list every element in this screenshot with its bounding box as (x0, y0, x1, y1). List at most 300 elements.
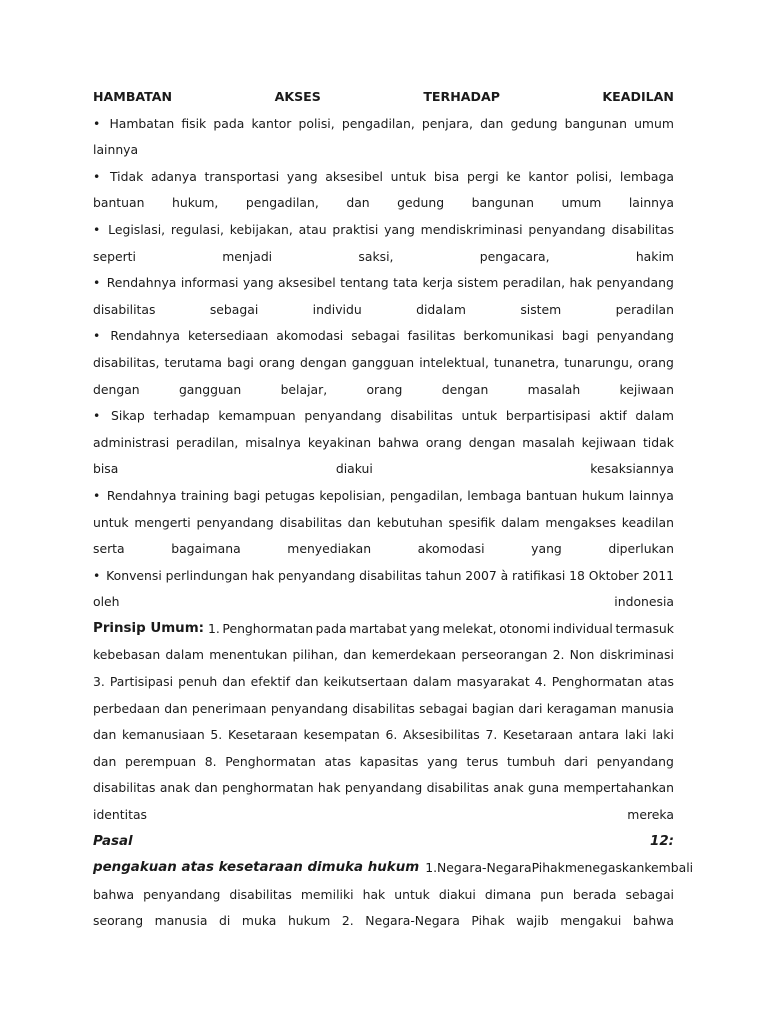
word: hak (362, 886, 386, 902)
word: pengacara, (479, 248, 550, 264)
word: bantuan (525, 487, 578, 503)
word: ratifikasi (512, 567, 566, 583)
word: muka (241, 913, 277, 929)
word: TERHADAP (423, 89, 500, 104)
word: kerja (422, 275, 453, 291)
word: keikutsertaan (323, 674, 408, 690)
word: sistem (457, 275, 499, 291)
barrier-line (93, 111, 674, 138)
word: untuk (461, 408, 498, 424)
word: lainnya (628, 195, 674, 211)
word: atau (298, 221, 327, 237)
word: mengerti (134, 514, 191, 530)
word: berpartisipasi (505, 408, 591, 424)
word: ketersediaan (187, 328, 269, 344)
word: intelektual, (419, 354, 489, 370)
word: 2007 (465, 567, 497, 583)
pasal-paragraph (93, 882, 674, 935)
word: bantuan (93, 195, 145, 211)
word: regulasi, (170, 221, 224, 237)
word: adanya (150, 168, 197, 184)
word: kebebasan (93, 647, 161, 663)
word: penyandang (596, 328, 674, 344)
barrier-line (93, 430, 674, 457)
word: 5. (210, 727, 223, 743)
word: masalah (522, 434, 575, 450)
word: transportasi (204, 168, 280, 184)
barrier-line (93, 323, 674, 350)
word: yang (531, 541, 562, 557)
word: belajar, (280, 381, 328, 397)
word: orang (425, 434, 462, 450)
word: kantor (528, 168, 569, 184)
word: Tidak (110, 168, 144, 184)
word: tunarungu, (564, 354, 633, 370)
word: disabilitas (93, 301, 156, 317)
word: kesempatan (303, 727, 380, 743)
word: mendiskriminasi (420, 221, 523, 237)
word: penghormatan (222, 780, 314, 796)
barrier-line (93, 190, 674, 217)
word: termasuk (615, 620, 674, 636)
word: perbedaan (93, 700, 160, 716)
word: bisa (93, 461, 119, 477)
word: umum (561, 195, 602, 211)
word: masyarakat (456, 674, 530, 690)
word: diperlukan (608, 541, 674, 557)
word: dan (194, 780, 218, 796)
word: bahwa (377, 434, 419, 450)
word: anak (159, 780, 191, 796)
bullet-icon: • (93, 567, 101, 583)
word: akomodasi (276, 328, 344, 344)
word: penyandang (278, 567, 356, 583)
word: bangunan (564, 115, 627, 131)
pasal-line (93, 882, 674, 909)
word: diakui (438, 886, 476, 902)
pasal-number: 12: (650, 833, 674, 849)
word: bagi (233, 487, 261, 503)
bullet-icon: • (93, 408, 101, 424)
word: penyandang (596, 753, 674, 769)
word: 6. (385, 727, 398, 743)
word: kemampuan (218, 408, 296, 424)
word: Pihak (531, 860, 565, 876)
bullet-icon: • (93, 168, 101, 184)
word: yang (384, 221, 415, 237)
word: bahwa (93, 886, 135, 902)
word: Penghormatan (551, 674, 643, 690)
barrier-line (93, 137, 674, 164)
word: perlindungan (165, 567, 248, 583)
word: Oktober (588, 567, 639, 583)
word: hukum, (171, 195, 219, 211)
prinsip-line (93, 696, 674, 723)
barrier-line (93, 536, 674, 563)
pasal-heading-line (93, 855, 694, 882)
word: polisi, (298, 115, 335, 131)
word: diskriminasi (599, 647, 674, 663)
word: administrasi (93, 434, 170, 450)
prinsip-line (93, 802, 674, 829)
word: aktif (599, 408, 627, 424)
word: penyandang (344, 780, 423, 796)
word: 7. (485, 727, 498, 743)
word: disabilitas (352, 700, 415, 716)
word: pengadilan, (341, 115, 415, 131)
word: Konvensi (106, 567, 162, 583)
prinsip-umum-paragraph (93, 642, 674, 828)
word: gangguan (178, 381, 242, 397)
word: manusia (154, 913, 208, 929)
word: mengakui (560, 913, 622, 929)
barrier-line (93, 456, 674, 483)
word: fisik (181, 115, 207, 131)
word: individual (552, 620, 613, 636)
word: didalam (416, 301, 466, 317)
barrier-line (93, 403, 674, 430)
word: dari (518, 700, 543, 716)
word: Negara-Negara (365, 913, 460, 929)
word: lembaga (619, 168, 674, 184)
pasal-line (93, 908, 674, 935)
word: yang (242, 275, 274, 291)
word: seperti (93, 248, 136, 264)
word: tentang (340, 275, 389, 291)
word: oleh (93, 594, 120, 610)
word: dalam (412, 674, 452, 690)
word: dengan (468, 434, 516, 450)
word: anak (493, 780, 524, 796)
word: gedung (397, 195, 445, 211)
word: keadilan (621, 514, 674, 530)
word: disabilitas (279, 514, 342, 530)
word: misalnya (245, 434, 301, 450)
word: kantor (251, 115, 292, 131)
word: lembaga (467, 487, 522, 503)
word: dalam (635, 408, 674, 424)
word: sebagai (419, 700, 468, 716)
word: aksesibel (325, 168, 383, 184)
word: otonomi (499, 620, 551, 636)
word: orang (258, 354, 295, 370)
word: peradilan (615, 301, 674, 317)
word: 4. (534, 674, 547, 690)
word: antara (578, 727, 620, 743)
word: laki (652, 727, 674, 743)
word: disabilitas (390, 408, 453, 424)
word: hukum (581, 487, 625, 503)
word: à (500, 567, 509, 583)
word: terhadap (153, 408, 210, 424)
word: petugas (264, 487, 315, 503)
word: kesaksiannya (590, 461, 674, 477)
bullet-icon: • (93, 221, 101, 237)
word: manusia (621, 700, 674, 716)
word: Kesetaraan (227, 727, 298, 743)
word: mereka (627, 807, 674, 823)
word: hak (317, 780, 341, 796)
word: kejiwaan (619, 381, 674, 397)
word: pada (315, 620, 347, 636)
word: training (180, 487, 229, 503)
word: diakui (335, 461, 373, 477)
word: akomodasi (417, 541, 485, 557)
word: menegaskan (564, 860, 645, 876)
word: Rendahnya (110, 328, 180, 344)
word: penyandang (304, 408, 382, 424)
barrier-line (93, 589, 674, 616)
word: Hambatan (109, 115, 175, 131)
word: yang (286, 168, 318, 184)
word: kebutuhan (376, 514, 443, 530)
word: penyandang (528, 221, 606, 237)
word: mempertahankan (563, 780, 674, 796)
word: disabilitas (359, 567, 422, 583)
word: dan (222, 674, 246, 690)
pasal-label: Pasal (93, 833, 133, 849)
word: menjadi (222, 248, 273, 264)
word: pengadilan, (245, 195, 319, 211)
word: orang (366, 381, 403, 397)
word: atas (324, 753, 352, 769)
word: pun (540, 886, 564, 902)
word: bagi (227, 354, 254, 370)
word: martabat (349, 620, 407, 636)
word: pilihan, (292, 647, 338, 663)
word: 8. (204, 753, 217, 769)
barrier-line (93, 510, 674, 537)
word: dengan (93, 381, 140, 397)
bullet-icon: • (93, 275, 101, 291)
word: peradilan, (176, 434, 239, 450)
word: Kesetaraan (503, 727, 573, 743)
bullet-icon: • (93, 115, 101, 131)
prinsip-umum-heading: Prinsip Umum: (93, 620, 205, 636)
word: memiliki (300, 886, 354, 902)
word: 1. (425, 860, 438, 876)
pasal-heading: pengakuan atas kesetaraan dimuka hukum (93, 860, 420, 876)
word: sistem (520, 301, 562, 317)
word: identitas (93, 807, 147, 823)
word: kemerdekaan (371, 647, 457, 663)
word: 2. (552, 647, 565, 663)
word: individu (312, 301, 362, 317)
word: kebijakan, (229, 221, 293, 237)
word: tumbuh (506, 753, 556, 769)
word: perempuan (124, 753, 197, 769)
word: saksi, (358, 248, 394, 264)
word: dan (347, 514, 371, 530)
word: Penghormatan (225, 753, 316, 769)
word: Non (569, 647, 595, 663)
word: menentukan (209, 647, 288, 663)
word: menyediakan (287, 541, 372, 557)
word: hukum (287, 913, 331, 929)
barrier-line (93, 350, 674, 377)
word: disabilitas (611, 221, 674, 237)
prinsip-line (93, 775, 674, 802)
word: kembali (644, 860, 694, 876)
word: 18 (569, 567, 585, 583)
word: di (219, 913, 231, 929)
pasal-line (93, 829, 674, 856)
word: penyandang (270, 700, 349, 716)
word: praktisi (332, 221, 379, 237)
word: pergi (466, 168, 499, 184)
word: tata (393, 275, 419, 291)
word: Rendahnya (106, 487, 177, 503)
word: 1. (208, 620, 220, 636)
word: gedung (510, 115, 558, 131)
word: masalah (527, 381, 581, 397)
word: dengan (300, 354, 347, 370)
word: dalam (165, 647, 204, 663)
word: tidak (642, 434, 674, 450)
barrier-line (93, 270, 674, 297)
barrier-line (93, 563, 674, 590)
word: spesifik (448, 514, 496, 530)
word: laki (624, 727, 647, 743)
word: informasi (180, 275, 239, 291)
word: guna (527, 780, 560, 796)
word: Rendahnya (106, 275, 177, 291)
word: perseorangan (461, 647, 548, 663)
prinsip-line (93, 722, 674, 749)
word: AKSES (274, 89, 321, 104)
word: penyandang (143, 886, 221, 902)
word: bisa (433, 168, 460, 184)
word: polisi, (576, 168, 613, 184)
bullet-icon: • (93, 328, 101, 344)
word: sebagai (209, 301, 259, 317)
word: pada (213, 115, 245, 131)
word: KEADILAN (602, 89, 674, 104)
word: dan (93, 727, 117, 743)
word: Pihak (471, 913, 505, 929)
word: Aksesibilitas (403, 727, 480, 743)
word: keyakinan (307, 434, 372, 450)
word: Sikap (111, 408, 145, 424)
word: indonesia (614, 594, 674, 610)
barrier-line (93, 483, 674, 510)
word: sebagai (625, 886, 674, 902)
word: berada (572, 886, 617, 902)
word: 2. (341, 913, 354, 929)
word: HAMBATAN (93, 89, 173, 104)
word: umum (634, 115, 674, 131)
word: seorang (93, 913, 144, 929)
word: hakim (635, 248, 674, 264)
word: penerimaan (191, 700, 267, 716)
word: 3. (93, 674, 105, 690)
word: yang (427, 753, 458, 769)
word: yang (409, 620, 440, 636)
prinsip-umum-first-line (93, 616, 674, 643)
word: wajib (516, 913, 549, 929)
word: hak (569, 275, 593, 291)
word: dalam (501, 514, 540, 530)
word: bangunan (471, 195, 534, 211)
word: untuk (93, 514, 129, 530)
word: dan (480, 115, 504, 131)
word: dan (343, 647, 367, 663)
barrier-line (93, 297, 674, 324)
word: peradilan, (502, 275, 566, 291)
word: penuh (178, 674, 218, 690)
word: disabilitas (229, 886, 292, 902)
word: efektif (250, 674, 291, 690)
word: disabilitas, (93, 354, 160, 370)
word: terus (466, 753, 499, 769)
word: penyandang (196, 514, 274, 530)
word: aksesibel (278, 275, 336, 291)
word: dimana (484, 886, 532, 902)
word: bagi (561, 328, 589, 344)
word: dan (164, 700, 188, 716)
word: fasilitas (407, 328, 456, 344)
word: tunanetra, (494, 354, 560, 370)
word: hak (251, 567, 275, 583)
word: bagian (471, 700, 515, 716)
word: Partisipasi (109, 674, 174, 690)
barrier-line (93, 164, 674, 191)
word: dari (563, 753, 588, 769)
prinsip-line (93, 642, 674, 669)
word: Penghormatan (222, 620, 314, 636)
prinsip-line (93, 669, 674, 696)
barrier-line (93, 377, 674, 404)
word: Negara-Negara (437, 860, 532, 876)
word: 2011 (642, 567, 674, 583)
word: keragaman (546, 700, 617, 716)
word: kapasitas (359, 753, 419, 769)
word: bagaimana (171, 541, 241, 557)
word: sebagai (351, 328, 400, 344)
word: kepolisian, (319, 487, 386, 503)
word: dan (346, 195, 370, 211)
word: ke (506, 168, 521, 184)
word: terutama (164, 354, 223, 370)
word: mengakses (545, 514, 617, 530)
barriers-list (93, 111, 674, 616)
word: dengan (441, 381, 489, 397)
word: serta (93, 541, 125, 557)
word: dan (93, 753, 117, 769)
word: penjara, (421, 115, 473, 131)
word: tahun (425, 567, 462, 583)
word: melekat, (442, 620, 497, 636)
word: penyandang (596, 275, 674, 291)
prinsip-line (93, 749, 674, 776)
bullet-icon: • (93, 487, 101, 503)
barrier-line (93, 244, 674, 271)
document-page (93, 84, 694, 935)
word: untuk (390, 168, 427, 184)
word: disabilitas (426, 780, 490, 796)
document-title (93, 84, 674, 111)
word: bahwa (632, 913, 674, 929)
word: disabilitas (93, 780, 156, 796)
word: atas (647, 674, 674, 690)
word: Legislasi, (108, 221, 166, 237)
word: kemanusiaan (122, 727, 205, 743)
barrier-line (93, 217, 674, 244)
word: berkomunikasi (463, 328, 554, 344)
word: lainnya (628, 487, 674, 503)
word: gangguan (351, 354, 415, 370)
word: pengadilan, (389, 487, 463, 503)
